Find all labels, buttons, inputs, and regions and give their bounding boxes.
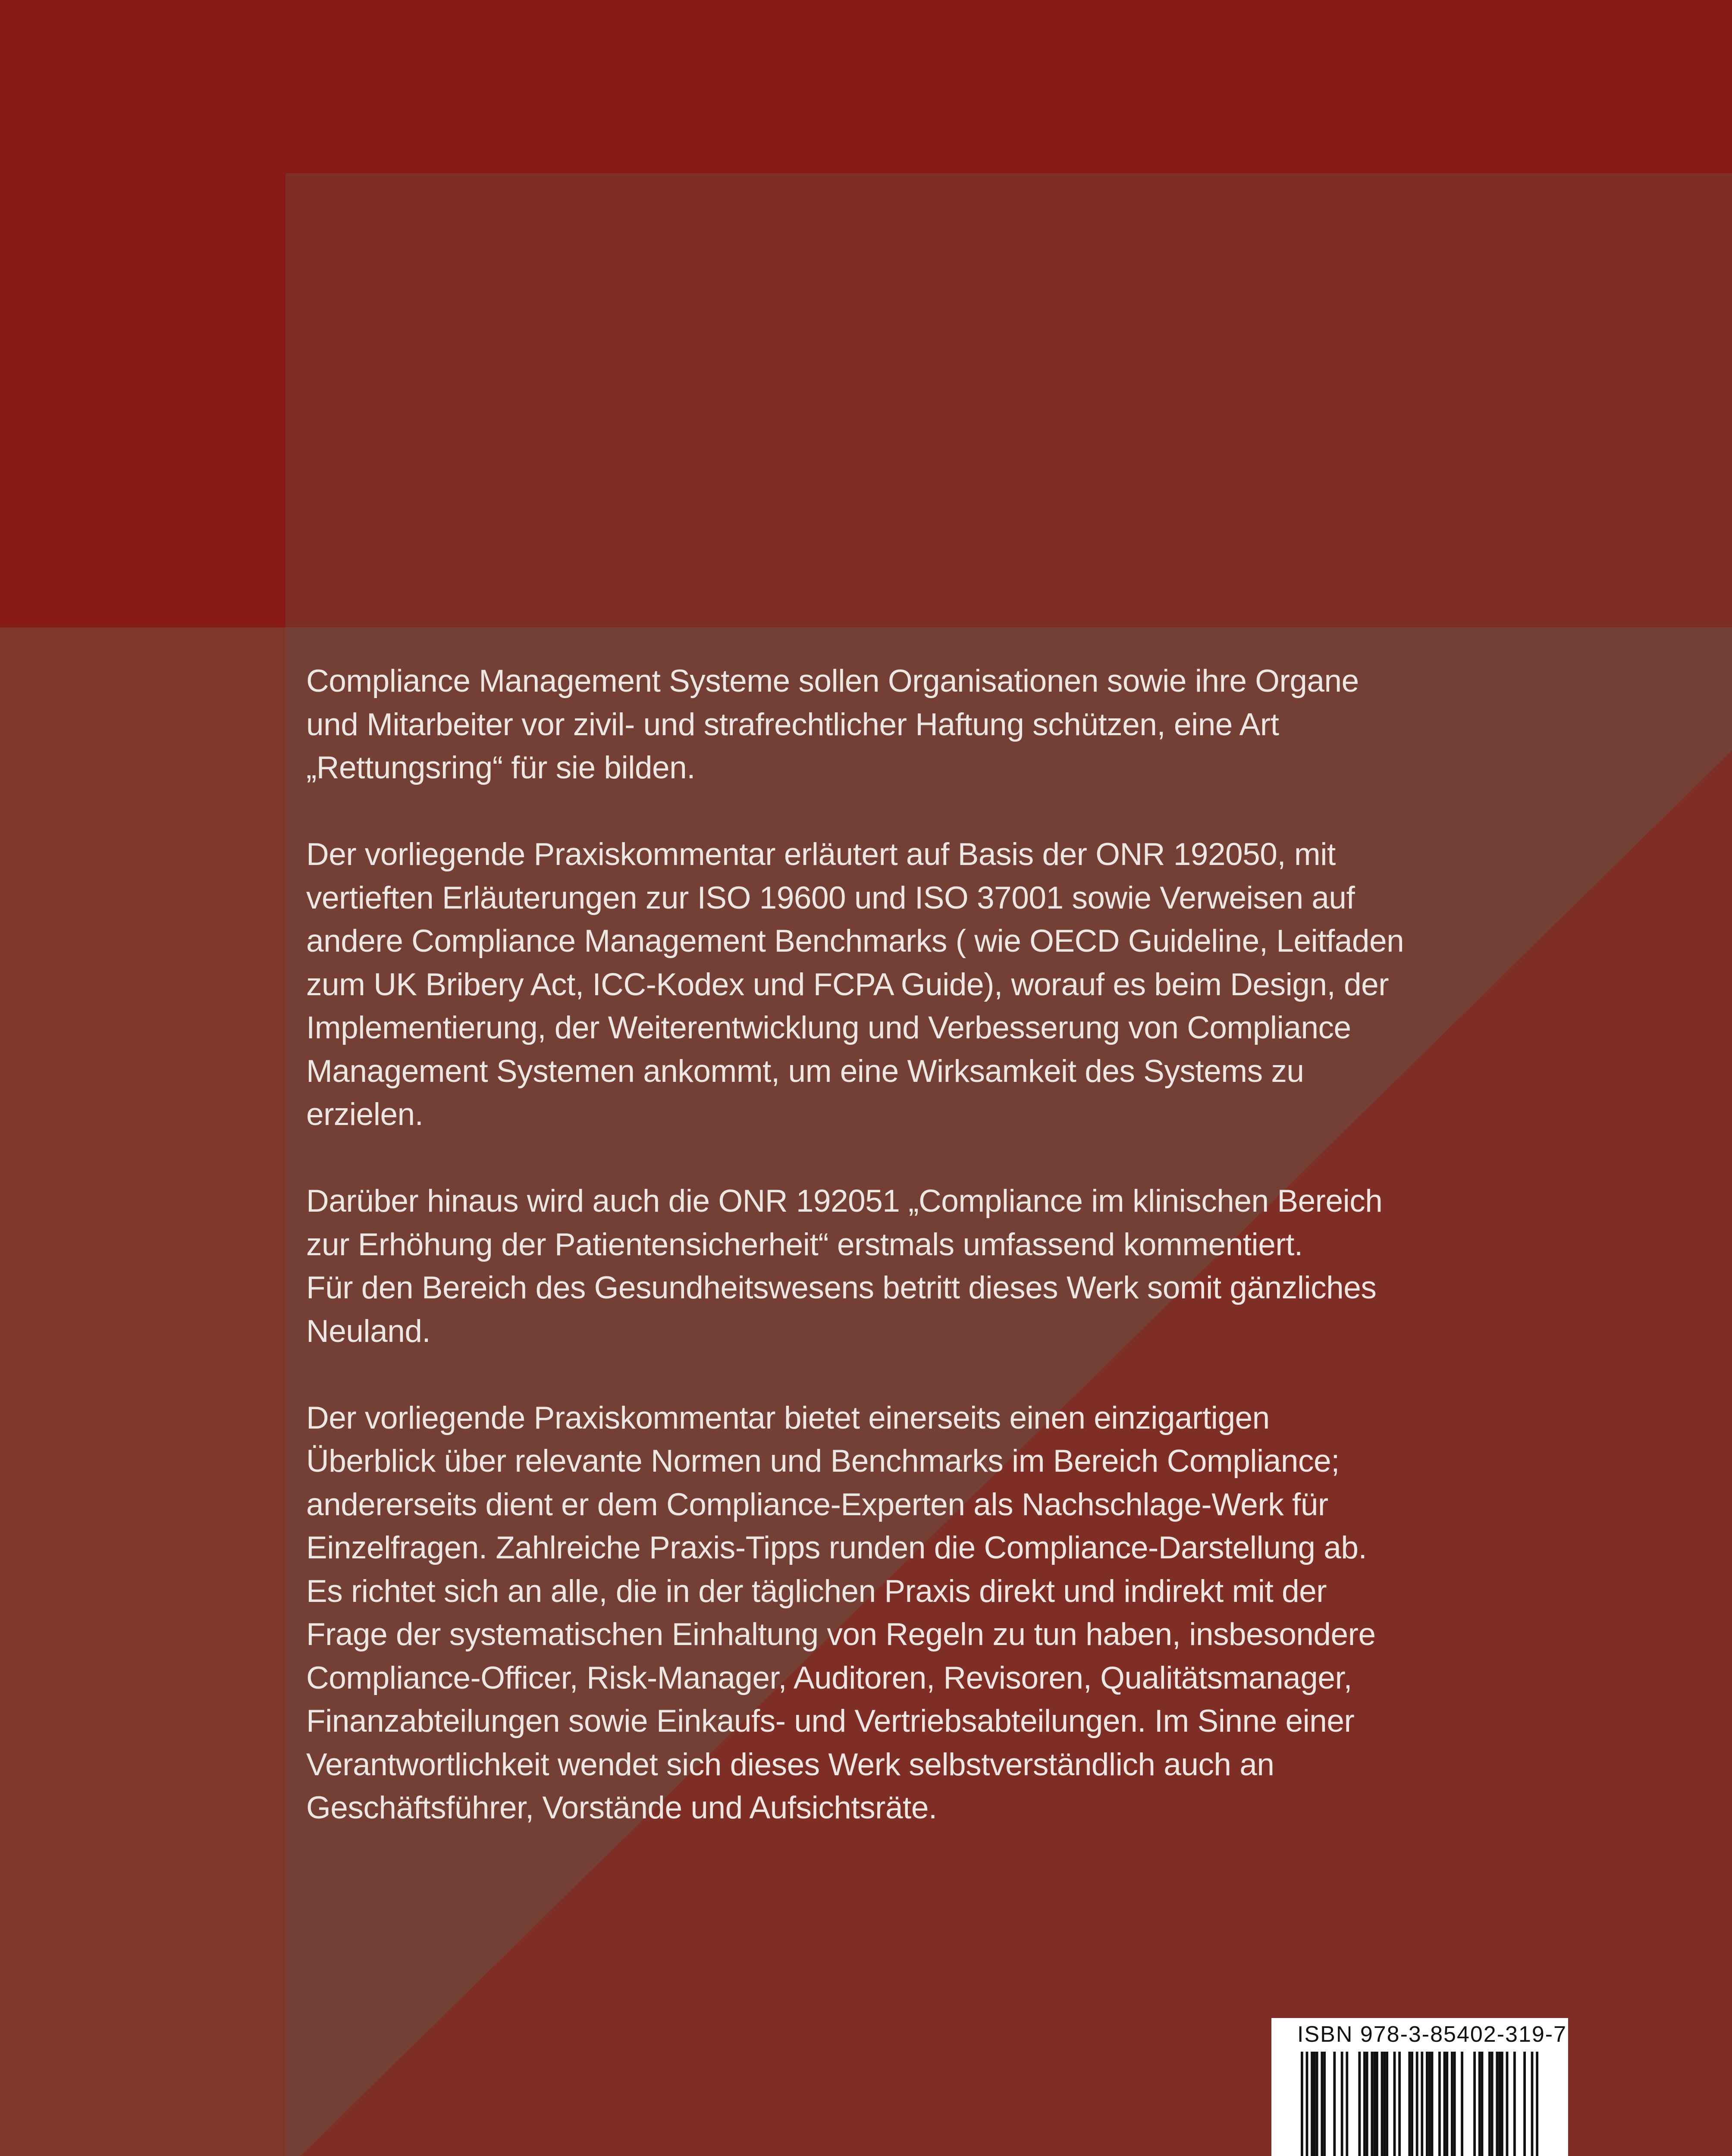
barcode-bar xyxy=(1453,2052,1456,2156)
barcode-bar xyxy=(1523,2052,1526,2156)
paragraph-1 xyxy=(306,660,1583,790)
text-line: Es richtet sich an alle, die in der täglichen Praxis direkt und indirekt mit der xyxy=(306,1573,1327,1609)
barcode-bar xyxy=(1488,2052,1491,2156)
barcode-bar xyxy=(1426,2052,1428,2156)
text-line: vertieften Erläuterungen zur ISO 19600 und ISO 37001 sowie Verweisen auf xyxy=(306,880,1355,915)
barcode-bar xyxy=(1443,2052,1446,2156)
barcode-bar xyxy=(1373,2052,1376,2156)
barcode-bar xyxy=(1496,2052,1498,2156)
isbn-label: ISBN 978-3-85402-319-7 xyxy=(1297,2022,1567,2047)
barcode-bar xyxy=(1478,2052,1481,2156)
barcode-bar xyxy=(1481,2052,1484,2156)
text-line: „Rettungsring“ für sie bilden. xyxy=(306,750,695,785)
barcode-bar xyxy=(1408,2052,1411,2156)
barcode-bar xyxy=(1421,2052,1423,2156)
text-line: Compliance Management Systeme sollen Organisationen sowie ihre Organe xyxy=(306,664,1359,699)
barcode-bar xyxy=(1506,2052,1509,2156)
barcode-bar xyxy=(1531,2052,1534,2156)
isbn-barcode xyxy=(1271,2018,1568,2156)
barcode-bar xyxy=(1316,2052,1318,2156)
barcode-bar xyxy=(1346,2052,1348,2156)
text-line: zum UK Bribery Act, ICC-Kodex und FCPA Guide), worauf es beim Design, der xyxy=(306,967,1389,1002)
text-line: Verantwortlichkeit wendet sich dieses Werk selbstverständlich auch an xyxy=(306,1747,1274,1782)
description-text xyxy=(306,660,1583,1873)
barcode-bar xyxy=(1461,2052,1463,2156)
text-line: Überblick über relevante Normen und Benchmarks im Bereich Compliance; xyxy=(306,1444,1340,1479)
barcode-bar xyxy=(1301,2052,1303,2156)
barcode-bar xyxy=(1398,2052,1401,2156)
barcode-bar xyxy=(1323,2052,1326,2156)
barcode-bar xyxy=(1411,2052,1413,2156)
text-line: Für den Bereich des Gesundheitswesens betritt dieses Werk somit gänzliches xyxy=(306,1270,1377,1305)
barcode-bar xyxy=(1321,2052,1323,2156)
barcode-bar xyxy=(1333,2052,1336,2156)
text-line: Der vorliegende Praxiskommentar erläutert auf Basis der ONR 192050, mit xyxy=(306,837,1336,872)
text-line: andererseits dient er dem Compliance-Experten als Nachschlage-Werk für xyxy=(306,1487,1328,1522)
text-line: und Mitarbeiter vor zivil- und strafrechtlicher Haftung schützen, eine Art xyxy=(306,707,1279,742)
barcode-bar xyxy=(1376,2052,1378,2156)
barcode-bar xyxy=(1446,2052,1448,2156)
barcode-bar xyxy=(1498,2052,1501,2156)
barcode-bar xyxy=(1306,2052,1308,2156)
paragraph-3 xyxy=(306,1180,1583,1353)
barcode-bar xyxy=(1363,2052,1366,2156)
text-line: Implementierung, der Weiterentwicklung und Verbesserung von Compliance xyxy=(306,1010,1351,1045)
barcode-bar xyxy=(1386,2052,1388,2156)
barcode-bar xyxy=(1438,2052,1441,2156)
text-line: Der vorliegende Praxiskommentar bietet einerseits einen einzigartigen xyxy=(306,1400,1270,1435)
text-line: Management Systemen ankommt, um eine Wirksamkeit des Systems zu xyxy=(306,1053,1304,1089)
barcode-bar xyxy=(1311,2052,1313,2156)
barcode-bar xyxy=(1381,2052,1384,2156)
text-line: Frage der systematischen Einhaltung von Regeln zu tun haben, insbesondere xyxy=(306,1617,1376,1652)
barcode-bar xyxy=(1431,2052,1434,2156)
barcode-bar xyxy=(1313,2052,1316,2156)
barcode-bar xyxy=(1473,2052,1476,2156)
text-line: andere Compliance Management Benchmarks ( wie OECD Guideline, Leitfaden xyxy=(306,924,1404,959)
barcode-bar xyxy=(1341,2052,1343,2156)
text-line: Darüber hinaus wird auch die ONR 192051 „Compliance im klinischen Bereich xyxy=(306,1184,1383,1219)
paragraph-2 xyxy=(306,833,1583,1137)
barcode-bar xyxy=(1366,2052,1368,2156)
barcode-bar xyxy=(1491,2052,1494,2156)
barcode-bar xyxy=(1501,2052,1503,2156)
barcode-bar xyxy=(1416,2052,1418,2156)
text-line: zur Erhöhung der Patientensicherheit“ erstmals umfassend kommentiert. xyxy=(306,1227,1303,1262)
barcode-bar xyxy=(1451,2052,1453,2156)
text-line: erzielen. xyxy=(306,1097,424,1132)
text-line: Compliance-Officer, Risk-Manager, Auditoren, Revisoren, Qualitätsmanager, xyxy=(306,1660,1352,1695)
text-line: Geschäftsführer, Vorstände und Aufsichtsräte. xyxy=(306,1790,937,1825)
text-line: Finanzabteilungen sowie Einkaufs- und Vertriebsabteilungen. Im Sinne einer xyxy=(306,1704,1355,1739)
barcode-bar xyxy=(1383,2052,1386,2156)
barcode-bar xyxy=(1393,2052,1396,2156)
barcode-bar xyxy=(1536,2052,1538,2156)
barcode-bar xyxy=(1371,2052,1373,2156)
text-line: Neuland. xyxy=(306,1313,431,1349)
text-line: Einzelfragen. Zahlreiche Praxis-Tipps runden die Compliance-Darstellung ab. xyxy=(306,1530,1367,1565)
barcode-bar xyxy=(1513,2052,1516,2156)
triangle-left-band xyxy=(0,627,286,2156)
barcode-bar xyxy=(1358,2052,1361,2156)
barcode-bar xyxy=(1428,2052,1431,2156)
paragraph-4 xyxy=(306,1397,1583,1830)
